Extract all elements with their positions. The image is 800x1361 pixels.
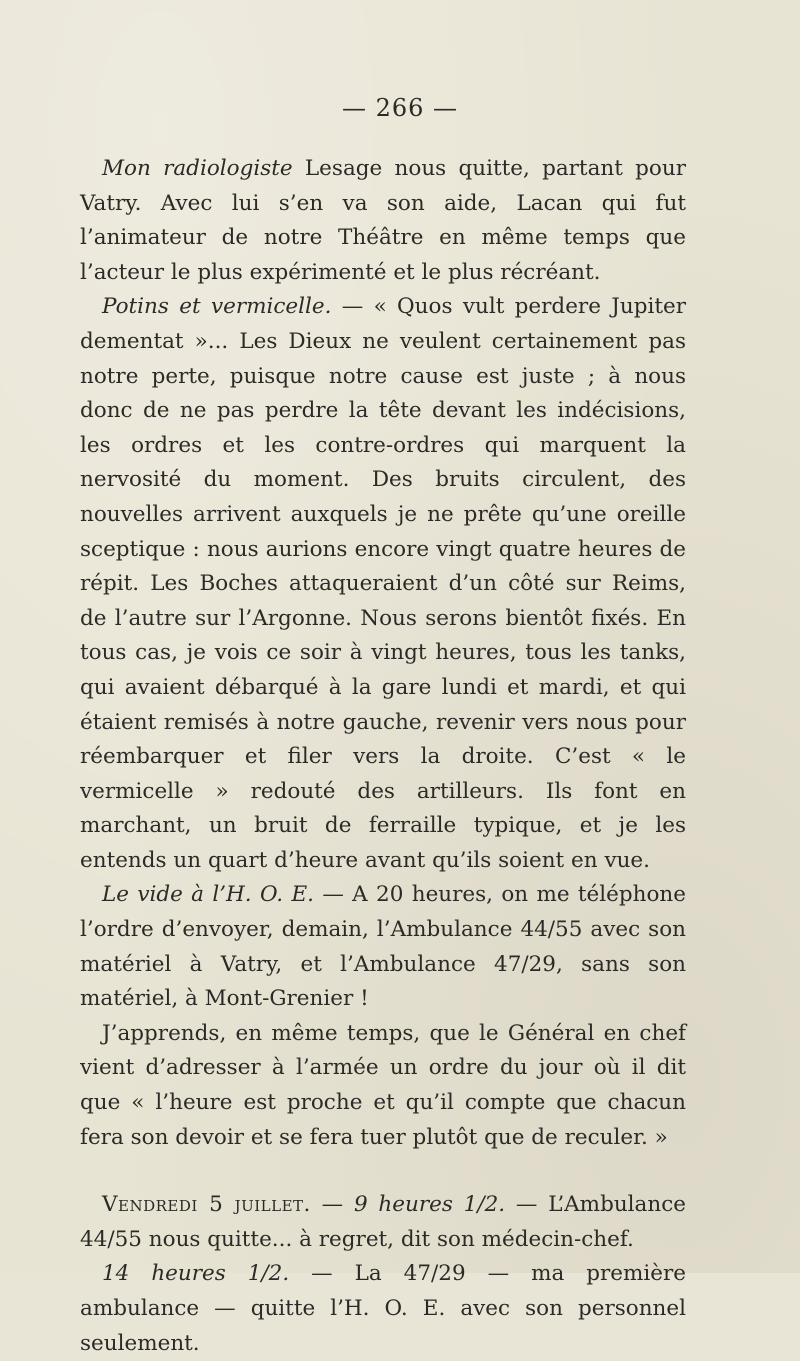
paragraph-body: Lesage nous quitte, partant pour Vatry. Avec lui s’en va son aide, Lacan qui fut l’animateur de notre Théâtre en même temps que l’acteur le plus expérimenté et le plus récréant.	[80, 156, 686, 285]
paragraph-vendredi	[80, 1188, 686, 1257]
paragraph-body: — A 20 heures, on me téléphone l’ordre d’envoyer, demain, l’Ambulance 44/55 avec son matériel à Vatry, et l’Ambulance 47/29, sans son matériel, à Mont-Grenier !	[80, 882, 686, 1012]
paragraph-le-vide	[80, 878, 686, 1016]
date-heading: Vendredi 5 juillet.	[102, 1192, 311, 1218]
paragraph-body: — La 47/29 — ma première ambulance — quitte l’H. O. E. avec son personnel seulement.	[80, 1261, 686, 1356]
time-italic: 9 heures 1/2.	[353, 1192, 506, 1218]
paragraph-body: — « Quos vult perdere Jupiter dementat »... Les Dieux ne veulent certainement pas notre perte, puisque notre cause est juste ; à nous donc de ne pas perdre la tête devant les indécisions, les ordres et les contre-ordres qui marquent la nervosité du moment. Des bruits circulent, des nouvelles arrivent auxquels je ne prête qu’une oreille sceptique : nous aurions encore vingt quatre heures de répit. Les Boches attaqueraient d’un côté sur Reims, de l’autre sur l’Argonne. Nous serons bientôt fixés. En tous cas, je vois ce soir à vingt heures, tous les tanks, qui avaient débarqué à la gare lundi et mardi, et qui étaient remisés à notre gauche, revenir vers nous pour réembarquer et filer vers la droite. C’est « le vermicelle » redouté des artilleurs. Ils font en marchant, un bruit de ferraille typique, et je les entends un quart d’heure avant qu’ils soient en vue.	[80, 294, 686, 873]
dash: —	[310, 1192, 354, 1218]
paragraph-body: J’apprends, en même temps, que le Général en chef vient d’adresser à l’armée un ordre du jour où il dit que « l’heure est proche et qu’il compte que chacun fera son devoir et se fera tuer plutôt que de reculer. »	[80, 1020, 686, 1150]
paragraph-potins	[80, 290, 686, 878]
page-number: — 266 —	[341, 94, 459, 122]
paragraph-lead-italic: Le vide à l’H. O. E.	[102, 882, 315, 908]
paragraph-general-order	[80, 1017, 686, 1155]
page-text	[80, 152, 686, 1361]
paragraph-lead-italic: Potins et vermicelle.	[102, 294, 332, 320]
paragraph-lead-italic: Mon radiologiste	[102, 156, 293, 181]
paragraph-radiologist	[80, 152, 686, 290]
paragraph-lead-italic: 14 heures 1/2.	[102, 1261, 290, 1287]
paragraph-body: — L’Ambulance 44/55 nous quitte... à regret, dit son médecin-chef.	[80, 1192, 686, 1252]
